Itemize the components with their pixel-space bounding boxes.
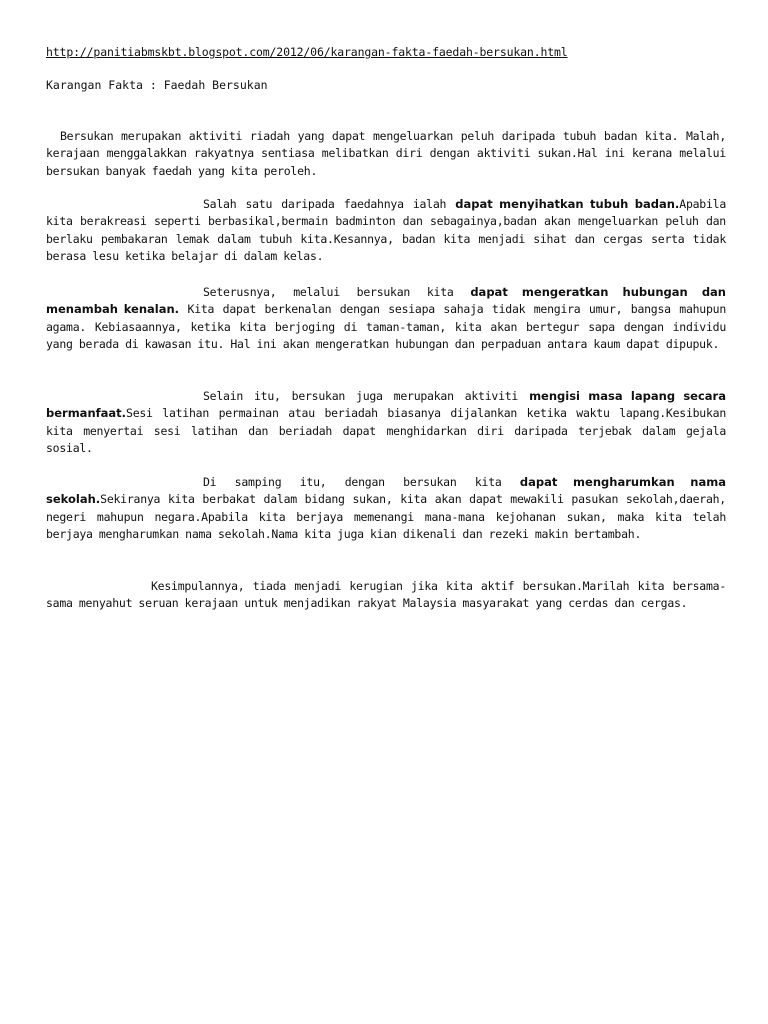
paragraph-relations-bold: dapat mengeratkan hubungan dan menambah kenalan. xyxy=(46,285,726,317)
conclusion-paragraph xyxy=(46,578,726,613)
essay-title: Karangan Fakta : Faedah Bersukan xyxy=(46,78,268,92)
paragraph-leisure-bold: mengisi masa lapang secara bermanfaat. xyxy=(46,389,726,421)
paragraph-school xyxy=(46,474,726,543)
paragraph-health-rest: Apabila kita berakreasi seperti berbasikal,bermain badminton dan sebagainya,badan akan mengeluarkan peluh dan berlaku pembakaran lemak dalam tubuh kita.Kesannya, badan kita menjadi sihat dan cergas serta tidak berasa lesu ketika belajar di dalam kelas. xyxy=(46,197,726,263)
conclusion-text: Kesimpulannya, tiada menjadi kerugian jika kita aktif bersukan.Marilah kita bersama-sama menyahut seruan kerajaan untuk menjadikan rakyat Malaysia masyarakat yang cerdas dan cergas. xyxy=(46,579,726,611)
intro-text: Bersukan merupakan aktiviti riadah yang dapat mengeluarkan peluh daripada tubuh badan kita. Malah, kerajaan menggalakkan rakyatnya sentiasa melibatkan diri dengan aktiviti sukan.Hal ini kerana melalui bersukan banyak faedah yang kita peroleh. xyxy=(46,129,726,178)
paragraph-leisure xyxy=(46,388,726,457)
paragraph-leisure-lead: Selain itu, bersukan juga merupakan aktiviti xyxy=(203,389,530,403)
paragraph-health xyxy=(46,196,726,265)
paragraph-relations xyxy=(46,284,726,353)
paragraph-school-lead: Di samping itu, dengan bersukan kita xyxy=(203,475,520,489)
paragraph-health-bold: dapat menyihatkan tubuh badan. xyxy=(455,197,680,211)
paragraph-school-bold: dapat mengharumkan nama sekolah. xyxy=(46,475,726,507)
source-url-link[interactable]: http://panitiabmskbt.blogspot.com/2012/06/karangan-fakta-faedah-bersukan.html xyxy=(46,45,568,59)
paragraph-leisure-rest: Sesi latihan permainan atau beriadah biasanya dijalankan ketika waktu lapang.Kesibukan kita menyertai sesi latihan dan beriadah dapat menghidarkan diri daripada terjebak dalam gejala sosial. xyxy=(46,406,726,455)
paragraph-health-lead: Salah satu daripada faedahnya ialah xyxy=(203,197,456,211)
paragraph-school-rest: Sekiranya kita berbakat dalam bidang sukan, kita akan dapat mewakili pasukan sekolah,daerah, negeri mahupun negara.Apabila kita berjaya memenangi mana-mana kejohanan sukan, maka kita telah berjaya mengharumkan nama sekolah.Nama kita juga kian dikenali dan rezeki makin bertambah. xyxy=(46,492,726,541)
paragraph-relations-lead: Seterusnya, melalui bersukan kita xyxy=(203,285,471,299)
intro-paragraph xyxy=(46,128,726,180)
paragraph-relations-rest: Kita dapat berkenalan dengan sesiapa sahaja tidak mengira umur, bangsa mahupun agama. Kebiasaannya, ketika kita berjoging di taman-taman, kita akan bertegur sapa dengan individu yang berada di kawasan itu. Hal ini akan mengeratkan hubungan dan perpaduan antara kaum dapat dipupuk. xyxy=(46,302,726,351)
